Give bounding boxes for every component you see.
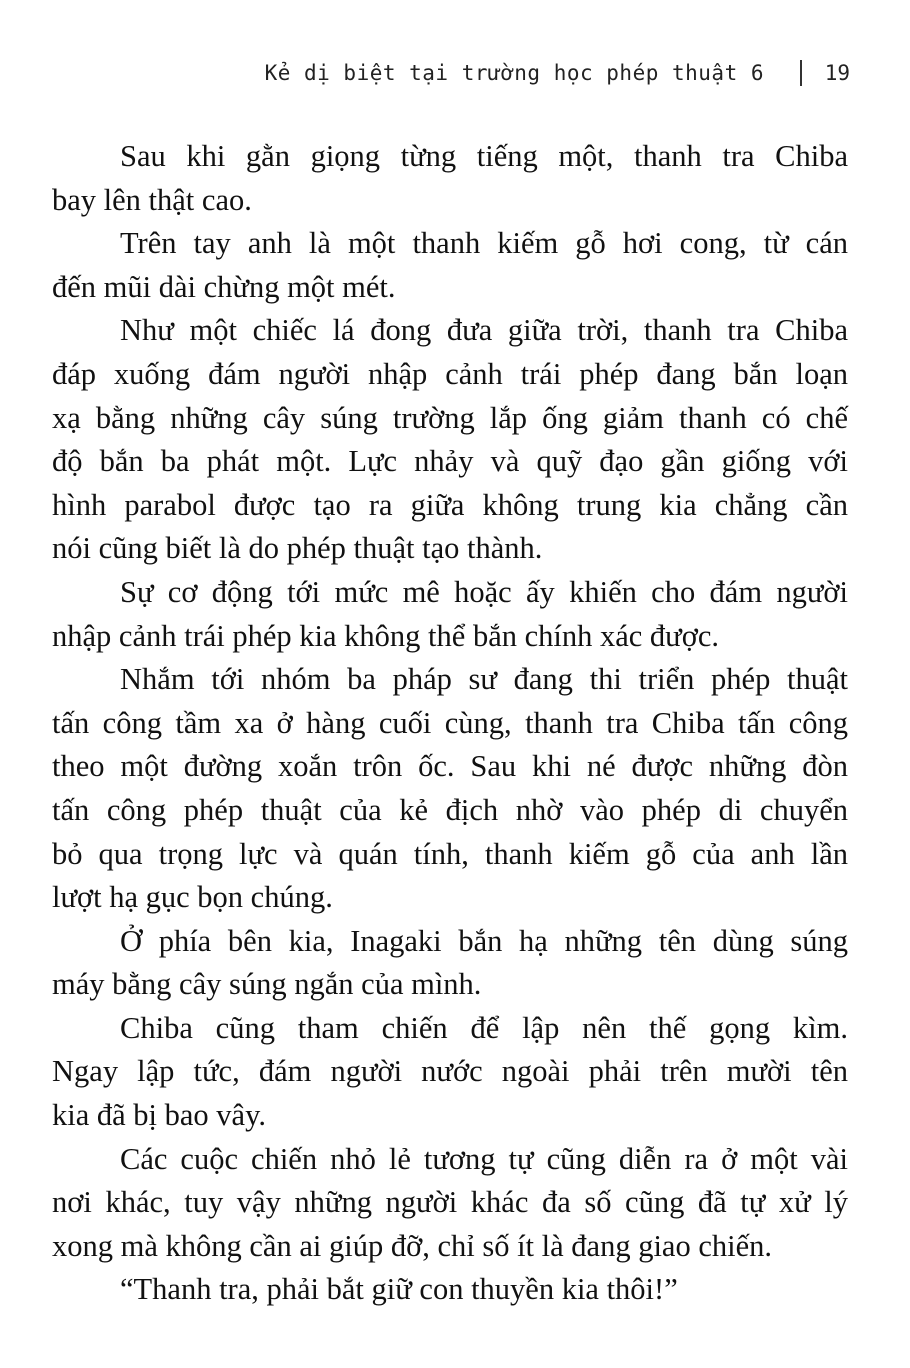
text-line: tấn công phép thuật của kẻ địch nhờ vào phép di chuyển [52, 792, 848, 827]
text-line: Sau khi gằn giọng từng tiếng một, thanh tra Chiba [120, 139, 848, 173]
text-line: nói cũng biết là do phép thuật tạo thành. [52, 531, 543, 566]
text-line: Ngay lập tức, đám người nước ngoài phải trên mười tên [52, 1054, 848, 1089]
paragraph [52, 309, 848, 571]
text-line: bay lên thật cao. [52, 182, 252, 217]
text-line: hình parabol được tạo ra giữa không trung kia chẳng cần [52, 487, 848, 522]
text-line: xong mà không cần ai giúp đỡ, chỉ số ít là đang giao chiến. [52, 1228, 773, 1263]
paragraph [52, 920, 848, 1007]
text-line: đáp xuống đám người nhập cảnh trái phép đang bắn loạn [52, 356, 848, 391]
paragraph [52, 1268, 848, 1312]
text-line: “Thanh tra, phải bắt giữ con thuyền kia thôi!” [120, 1272, 678, 1307]
text-line: theo một đường xoắn trôn ốc. Sau khi né được những đòn [52, 749, 848, 784]
text-line: tấn công tầm xa ở hàng cuối cùng, thanh tra Chiba tấn công [52, 705, 848, 740]
page-body [52, 135, 848, 1312]
text-line: Chiba cũng tham chiến để lập nên thế gọng kìm. [120, 1010, 848, 1045]
text-line: nhập cảnh trái phép kia không thể bắn chính xác được. [52, 618, 720, 653]
text-line: xạ bằng những cây súng trường lắp ống giảm thanh có chế [52, 400, 848, 435]
text-line: kia đã bị bao vây. [52, 1098, 266, 1133]
text-line: nơi khác, tuy vậy những người khác đa số cũng đã tự xử lý [52, 1185, 848, 1220]
text-line: Các cuộc chiến nhỏ lẻ tương tự cũng diễn ra ở một vài [120, 1141, 848, 1176]
paragraph [52, 571, 848, 658]
book-title: Kẻ dị biệt tại trường học phép thuật 6 [264, 61, 764, 85]
page-number: 19 [824, 61, 850, 85]
text-line: lượt hạ gục bọn chúng. [52, 880, 333, 915]
running-header [140, 56, 850, 90]
paragraph [52, 135, 848, 222]
paragraph [52, 1138, 848, 1269]
paragraph [52, 222, 848, 309]
text-line: độ bắn ba phát một. Lực nhảy và quỹ đạo gần giống với [52, 444, 848, 479]
text-line: Sự cơ động tới mức mê hoặc ấy khiến cho đám người [120, 574, 848, 609]
text-line: bỏ qua trọng lực và quán tính, thanh kiếm gỗ của anh lần [52, 836, 848, 871]
text-line: Như một chiếc lá đong đưa giữa trời, thanh tra Chiba [120, 313, 848, 348]
text-line: Ở phía bên kia, Inagaki bắn hạ những tên dùng súng [120, 923, 848, 958]
paragraph [52, 658, 848, 920]
text-line: đến mũi dài chừng một mét. [52, 269, 396, 304]
text-line: máy bằng cây súng ngắn của mình. [52, 967, 482, 1002]
text-line: Nhắm tới nhóm ba pháp sư đang thi triển phép thuật [120, 662, 848, 697]
paragraph [52, 1007, 848, 1138]
text-line: Trên tay anh là một thanh kiếm gỗ hơi cong, từ cán [120, 226, 848, 261]
